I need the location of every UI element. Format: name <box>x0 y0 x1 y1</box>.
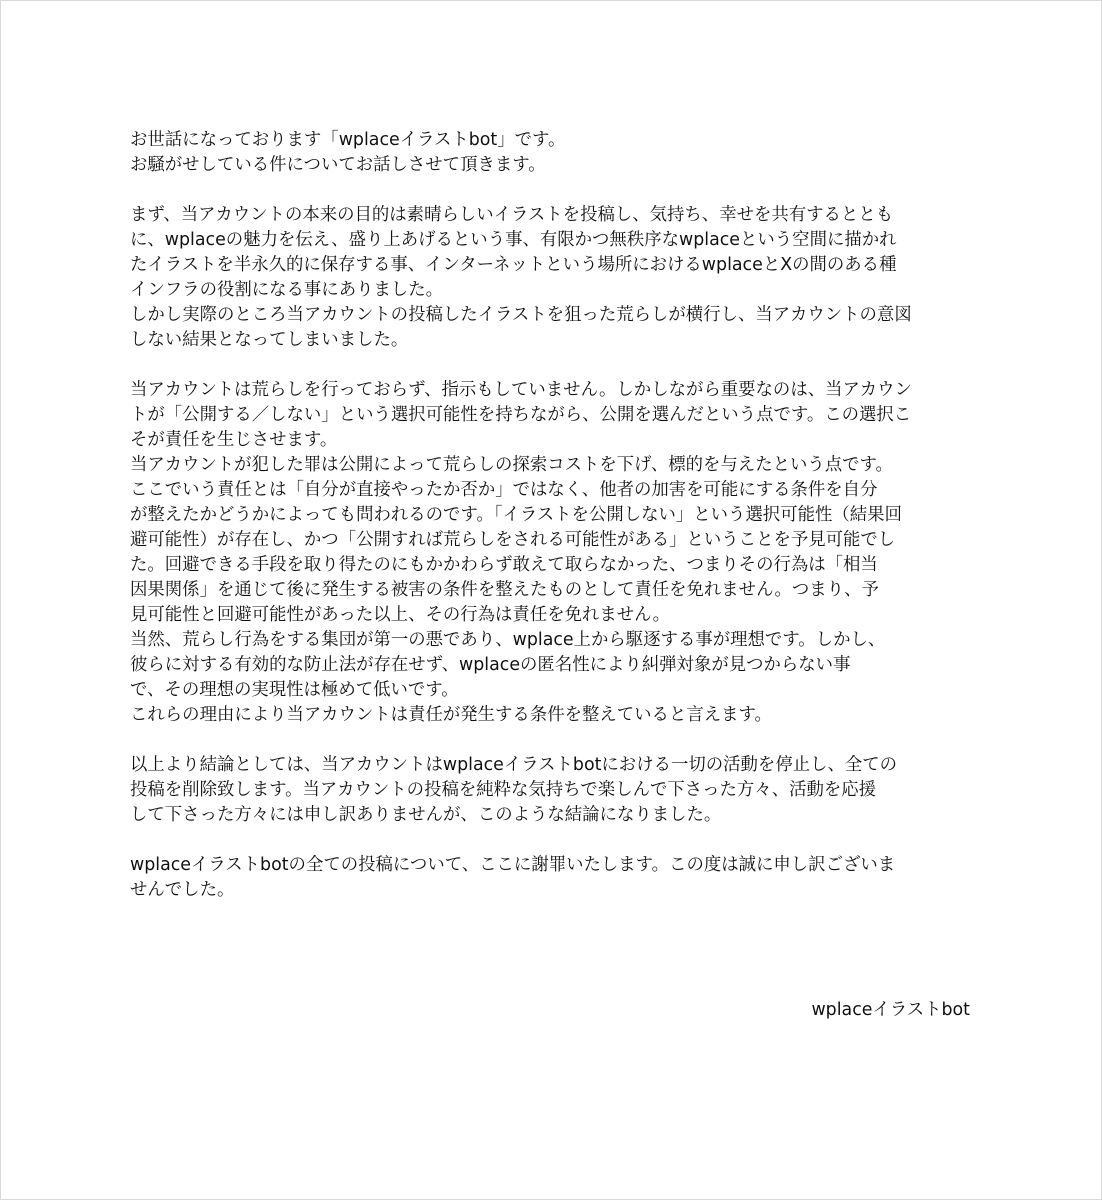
text-line: そが責任を生じさせます。 <box>130 430 338 450</box>
text-line: 当然、荒らし行為をする集団が第一の悪であり、wplace上から駆逐する事が理想です。しかし、 <box>130 630 886 650</box>
text-line: 彼らに対する有効的な防止法が存在せず、wplaceの匿名性により糾弾対象が見つからない事 <box>130 655 851 675</box>
text-line: せんでした。 <box>130 880 235 900</box>
text-line: 避可能性）が存在し、かつ「公開すれば荒らしをされる可能性がある」ということを予見可能でし <box>130 530 896 550</box>
text-line: 以上より結論としては、当アカウントはwplaceイラストbotにおける一切の活動を停止し、全ての <box>130 755 898 775</box>
text-line: しかし実際のところ当アカウントの投稿したイラストを狙った荒らしが横行し、当アカウントの意図 <box>130 305 912 325</box>
text-line: ここでいう責任とは「自分が直接やったか否か」ではなく、他者の加害を可能にする条件を自分 <box>130 480 878 500</box>
paragraph-conclusion <box>130 753 970 828</box>
text-line: お世話になっております「wplaceイラストbot」です。 <box>130 130 566 150</box>
text-line: 見可能性と回避可能性があった以上、その行為は責任を免れません。 <box>130 605 670 625</box>
text-line: これらの理由により当アカウントは責任が発生する条件を整えていると言えます。 <box>130 705 772 725</box>
text-line: 因果関係」を通じて後に発生する被害の条件を整えたものとして責任を免れません。つまり、予 <box>130 580 879 600</box>
text-line: しない結果となってしまいました。 <box>130 330 409 350</box>
paragraph-apology <box>130 853 970 903</box>
text-line: wplaceイラストbotの全ての投稿について、ここに謝罪いたします。この度は誠に申し訳ございま <box>130 855 896 875</box>
apology-letter <box>130 128 970 928</box>
text-line: 当アカウントが犯した罪は公開によって荒らしの探索コストを下げ、標的を与えたという点です。 <box>130 455 893 475</box>
text-line: トが「公開する／しない」という選択可能性を持ちながら、公開を選んだという点です。この選択こ <box>130 405 912 425</box>
text-line: インフラの役割になる事にありました。 <box>130 280 444 300</box>
text-line: お騒がせしている件についてお話しさせて頂きます。 <box>130 155 546 175</box>
text-line: 投稿を削除致します。当アカウントの投稿を純粋な気持ちで楽しんで下さった方々、活動を応援 <box>130 780 877 800</box>
signature: wplaceイラストbot <box>811 1000 970 1020</box>
text-line: たイラストを半永久的に保存する事、インターネットという場所におけるwplaceとXの間のある種 <box>130 255 897 275</box>
paragraph-greeting <box>130 128 970 178</box>
text-line: に、wplaceの魅力を伝え、盛り上あげるという事、有限かつ無秩序なwplaceという空間に描かれ <box>130 230 897 250</box>
text-line: で、その理想の実現性は極めて低いです。 <box>130 680 459 700</box>
text-line: 当アカウントは荒らしを行っておらず、指示もしていません。しかしながら重要なのは、当アカウン <box>130 380 912 400</box>
text-line: が整えたかどうかによっても問われるのです。「イラストを公開しない」という選択可能性（結果回 <box>130 505 902 525</box>
text-line: た。回避できる手段を取り得たのにもかかわらず敢えて取らなかった、つまりその行為は「相当 <box>130 555 878 575</box>
text-line: まず、当アカウントの本来の目的は素晴らしいイラストを投稿し、気持ち、幸せを共有するととも <box>130 205 894 225</box>
paragraph-responsibility <box>130 378 970 728</box>
paragraph-purpose <box>130 203 970 353</box>
text-line: して下さった方々には申し訳ありませんが、このような結論になりました。 <box>130 805 722 825</box>
